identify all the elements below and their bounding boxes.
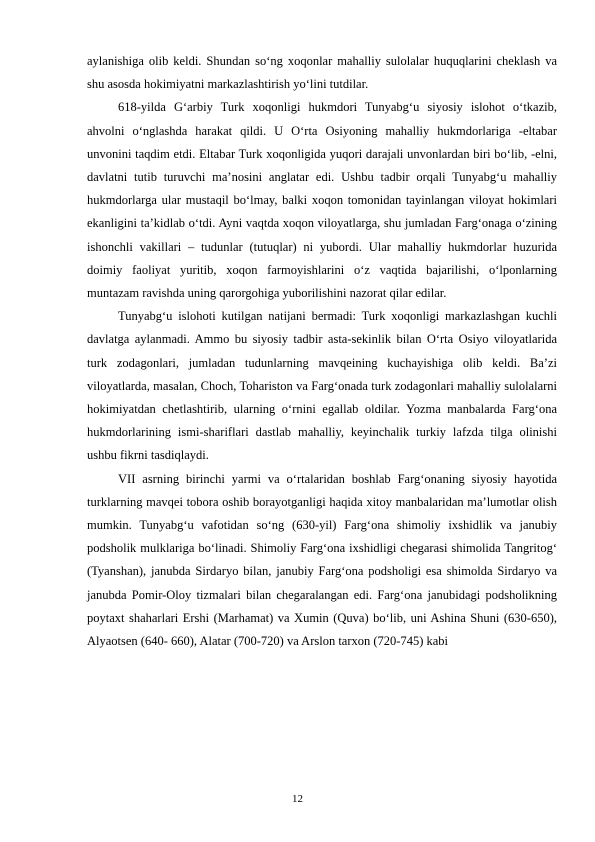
paragraph-tunyabgu-reform: 618-yilda G‘arbiy Turk xoqonligi hukmdori Tunyabg‘u siyosiy islohot o‘tkazib, ahvolni o‘nglashda harakat qildi. U O‘rta Osiyoning mahalliy hukmdorlariga -eltabar unvonini taqdim etdi. Eltabar Turk xoqonligida yuqori darajali unvonlardan biri bo‘lib, -elni, davlatni tutib turuvchi ma’nosini anglatar edi. Ushbu tadbir orqali Tunyabg‘u mahalliy hukmdorlarga ular mustaqil bo‘lmay, balki xoqon tomonidan tayinlangan viloyat hokimlari ekanligini ta’kidlab o‘tdi. Ayni vaqtda xoqon viloyatlarga, shu jumladan Farg‘onaga o‘zining ishonchli vakillari – tudunlar (tutuqlar) ni yubordi. Ular mahalliy hukmdorlar huzurida doimiy faoliyat yuritib, xoqon farmoyishlarini o‘z vaqtida bajarilishi, o‘lponlarning muntazam ravishda uning qarorgohiga yuborilishini nazorat qilar edilar. xyxy=(87,100,557,301)
document-page xyxy=(87,50,557,653)
paragraph-fergana-division: VII asrning birinchi yarmi va o‘rtalaridan boshlab Farg‘onaning siyosiy hayotida turklarning mavqei tobora oshib borayotganligi haqida xitoy manbalaridan ma’lumotlar olish mumkin. Tunyabg‘u vafotidan so‘ng (630-yil) Farg‘ona shimoliy ixshidlik va janubiy podsholik mulklariga bo‘linadi. Shimoliy Farg‘ona ixshidligi chegarasi shimolida Tangritog‘ (Tyanshan), janubda Sirdaryo bilan, janubiy Farg‘ona podsholigi esa shimolda Sirdaryo va janubda Pomir-Oloy tizmalari bilan chegaralangan edi. Farg‘ona janubidagi podsholikning poytaxt shaharlari Ershi (Marhamat) va Xumin (Quva) bo‘lib, uni Ashina Shuni (630-650), Alyaotsen (640- 660), Alatar (700-720) va Arslon tarxon (720-745) kabi xyxy=(87,471,557,649)
paragraph-continuation: aylanishiga olib keldi. Shundan so‘ng xoqonlar mahalliy sulolalar huquqlarini cheklash va shu asosda hokimiyatni markazlashtirish yo‘lini tutdilar. xyxy=(87,54,557,92)
page-number: 12 xyxy=(292,793,303,805)
paragraph-reform-results: Tunyabg‘u islohoti kutilgan natijani bermadi: Turk xoqonligi markazlashgan kuchli davlatga aylanmadi. Ammo bu siyosiy tadbir asta-sekinlik bilan O‘rta Osiyo viloyatlarida turk zodagonlari, jumladan tudunlarning mavqeining kuchayishiga olib keldi. Ba’zi viloyatlarda, masalan, Choch, Tohariston va Farg‘onada turk zodagonlari mahalliy sulolalarni hokimiyatdan chetlashtirib, ularning o‘rnini egallab oldilar. Yozma manbalarda Farg‘ona hukmdorlarining ismi-shariflari dastlab mahalliy, keyinchalik turkiy lafzda tilga olinishi ushbu fikrni tasdiqlaydi. xyxy=(87,309,557,463)
